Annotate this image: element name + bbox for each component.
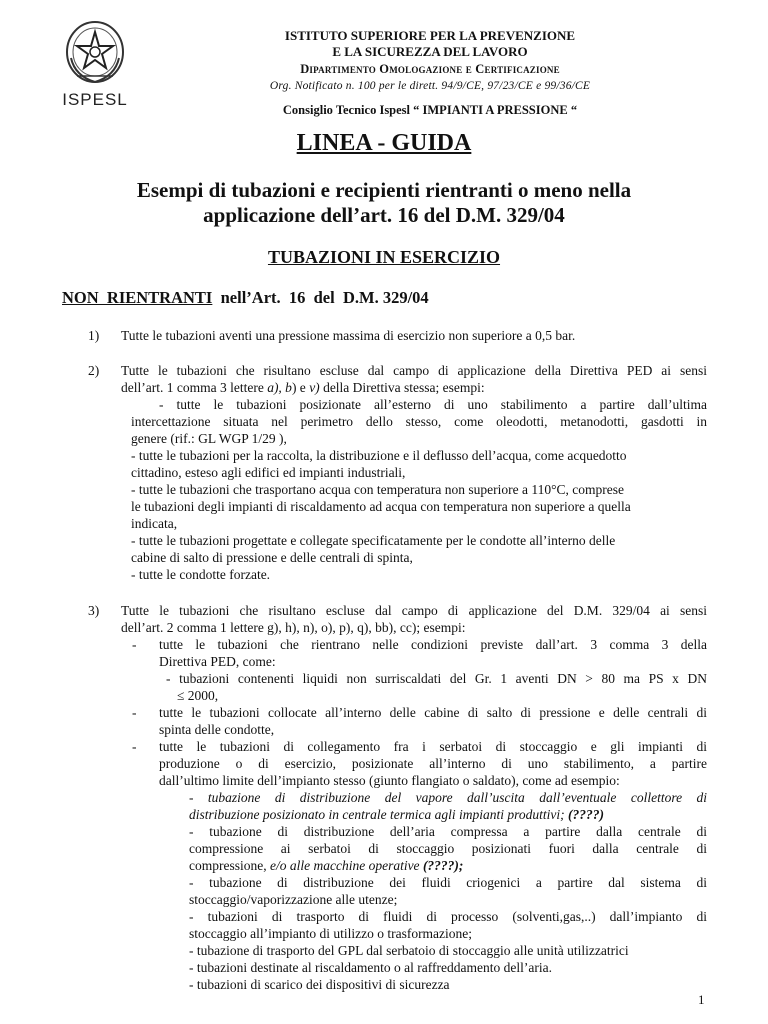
example-line: - tubazioni di scarico dei dispositivi di sicurezza [189,977,450,992]
item-number: 2) [88,363,100,378]
item-text: Tutte le tubazioni che risultano escluse dal campo di applicazione del D.M. 329/04 ai sensi [121,603,707,618]
example-line: - tubazioni di trasporto di fluidi di processo (solventi,gas,..) dall’impianto di [189,909,707,924]
list-line: tutte le tubazioni che rientrano nelle condizioni previste dall’art. 3 comma 3 della [159,637,707,652]
example-line: compressione, e/o alle macchine operative (????); [189,858,464,873]
item-number: 1) [88,328,100,343]
item-text: dell’art. 1 comma 3 lettere a), b) e v) della Direttiva stessa; esempi: [121,380,485,395]
council-line: Consiglio Tecnico Ispesl “ IMPIANTI A PRESSIONE “ [282,103,578,117]
list-line: indicata, [131,516,178,531]
example-line: distribuzione posizionato in centrale termica agli impianti produttivi; (????) [189,807,604,822]
department-name: Dipartimento Omologazione e Certificazione [300,62,560,76]
item-text: Tutte le tubazioni aventi una pressione massima di esercizio non superiore a 0,5 bar. [121,328,576,343]
bullet-dash: - [132,705,137,720]
list-line: tutte le tubazioni collocate all’interno delle cabine di salto di pressione e delle centrali di [159,705,707,720]
ispesl-logo [55,18,135,122]
institute-name-line1: ISTITUTO SUPERIORE PER LA PREVENZIONE [284,28,576,43]
list-line: dall’ultimo limite dell’impianto stesso (giunto flangiato o saldato), come ad esempio: [159,773,620,788]
italian-emblem-icon [63,18,127,88]
list-line: produzione o di esercizio, posizionate all’interno di uno stabilimento, a partire [159,756,707,771]
example-line: - tubazione di distribuzione dell’aria compressa a partire dalla centrale di [189,824,707,839]
list-line: intercettazione situata nel perimetro dello stesso, come oleodotti, metanodotti, gasdotti in [131,414,707,429]
section-title: TUBAZIONI IN ESERCIZIO [267,247,501,267]
item-number: 3) [88,603,100,618]
example-line: - tubazione di distribuzione del vapore dall’uscita dall’eventuale collettore di [189,790,707,805]
bullet-dash: - [132,637,137,652]
document-title: LINEA - GUIDA [296,130,472,156]
list-line: - tutte le condotte forzate. [131,567,271,582]
list-line: spinta delle condotte, [159,722,275,737]
list-line: genere (rif.: GL WGP 1/29 ), [131,431,287,446]
example-line: stoccaggio/vaporizzazione alle utenze; [189,892,398,907]
example-line: - tubazione di distribuzione dei fluidi criogenici a partire dal sistema di [189,875,707,890]
list-line: Direttiva PED, come: [159,654,276,669]
list-line: cittadino, esteso agli edifici ed impianti industriali, [131,465,406,480]
notified-body-line: Org. Notificato n. 100 per le dirett. 94/9/CE, 97/23/CE e 99/36/CE [269,80,591,92]
example-line: stoccaggio all’impianto di utilizzo o trasformazione; [189,926,473,941]
list-line: - tutte le tubazioni progettate e collegate specificatamente per le condotte all’interno delle [131,533,616,548]
document-subtitle: Esempi di tubazioni e recipienti rientranti o meno nella applicazione dell’art. 16 del D.M. 329/04 [136,178,632,227]
page-number: 1 [698,992,705,1007]
example-line: - tubazione di trasporto del GPL dal serbatoio di stoccaggio alle unità utilizzatrici [189,943,629,958]
non-rientranti-heading: NON RIENTRANTI nell’Art. 16 del D.M. 329/04 [62,288,429,307]
item-text: Tutte le tubazioni che risultano escluse dal campo di applicazione della Direttiva PED ai sensi [121,363,707,378]
list-line: cabine di salto di pressione e delle centrali di spinta, [131,550,413,565]
bullet-dash: - [132,739,137,754]
list-line: le tubazioni degli impianti di riscaldamento ad acqua con temperatura non superiore a quella [131,499,631,514]
example-line: - tubazioni destinate al riscaldamento o al raffreddamento dell’aria. [189,960,552,975]
list-line: ≤ 2000, [177,688,219,703]
item-text: dell’art. 2 comma 1 lettere g), h), n), o), p), q), bb), cc); esempi: [121,620,466,635]
list-line: - tutte le tubazioni posizionate all’esterno di uno stabilimento a partire dall’ultima [159,397,707,412]
list-line: - tubazioni contenenti liquidi non surriscaldati del Gr. 1 aventi DN > 80 ma PS x DN [166,671,707,686]
list-line: - tutte le tubazioni per la raccolta, la distribuzione e il deflusso dell’acqua, come acquedotto [131,448,627,463]
list-line: - tutte le tubazioni che trasportano acqua con temperatura non superiore a 110°C, comprese [131,482,624,497]
list-line: tutte le tubazioni di collegamento fra i serbatoi di stoccaggio e gli impianti di [159,739,707,754]
logo-text: ISPESL [62,90,128,109]
example-line: compressione ai serbatoi di stoccaggio posizionati fuori dalla centrale di [189,841,707,856]
institute-name-line2: E LA SICUREZZA DEL LAVORO [332,44,528,59]
